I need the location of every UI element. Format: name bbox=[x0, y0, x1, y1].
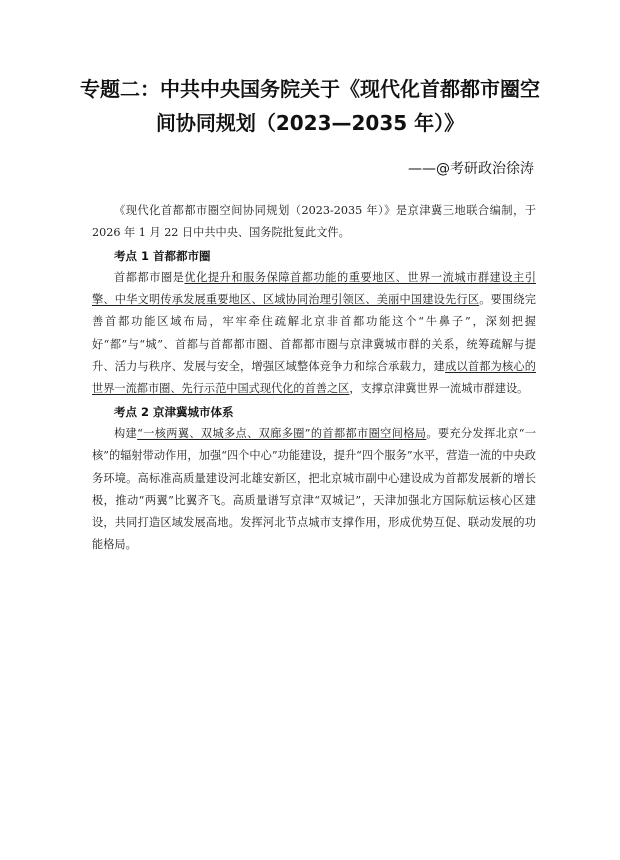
section-2-heading: 考点 2 京津冀城市体系 bbox=[114, 404, 234, 419]
section-2-text-tail: 。要充分发挥北京“一核”的辐射带动作用，加强“四个中心”功能建设，提升“四个服务”水平，营造一流的中央政务环境。高标准高质量建设河北雄安新区，把北京城市副中心建设成为首都发展新的增长极，推动“两翼”比翼齐飞。高质量谱写京津“双城记”，天津加强北方国际航运核心区建设，共同打造区域发展高地。发挥河北节点城市支撑作用，形成优势互促、联动发展的功能格局。 bbox=[92, 426, 536, 552]
document-title bbox=[70, 72, 550, 140]
section-1-text-tail: ，支撑京津冀世界一流城市群建设。 bbox=[349, 382, 529, 396]
section-1-underlined-goal: 成以首都为核心的世界一流都市圈、先行示范中国式现代化的首善之区 bbox=[92, 360, 536, 396]
section-1-text-mid: 。要围绕完善首都功能区域布局，牢牢牵住疏解北京非首都功能这个“牛鼻子”，深刻把握好“都”与“城”、首都与首都都市圈、首都都市圈与京津冀城市群的关系，统筹疏解与提升、活力与秩序、发展与安全，增强区域整体竞争力和综合承载力，建 bbox=[92, 293, 536, 374]
section-1-text-lead: 首都都市圈是 bbox=[114, 270, 185, 284]
author-byline: ——@考研政治徐涛 bbox=[408, 161, 534, 177]
section-1-paragraph bbox=[92, 267, 536, 401]
section-2-paragraph bbox=[92, 423, 536, 557]
section-1-heading: 考点 1 首都都市圈 bbox=[114, 248, 211, 263]
section-2-text-lead: 构建 bbox=[114, 426, 138, 440]
section-1-underlined-definition: 优化提升和服务保障首都功能的重要地区、世界一流城市群建设主引擎、中华文明传承发展重要地区、区域协同治理引领区、美丽中国建设先行区 bbox=[92, 270, 536, 307]
document-body bbox=[92, 200, 536, 557]
title-line-2: 间协同规划（2023—2035 年）》 bbox=[155, 111, 465, 135]
intro-paragraph: 《现代化首都都市圈空间协同规划（2023-2035 年）》是京津冀三地联合编制，于 2026 年 1 月 22 日中共中央、国务院批复此文件。 bbox=[92, 204, 536, 240]
title-line-1: 专题二：中共中央国务院关于《现代化首都都市圈空 bbox=[80, 77, 540, 101]
section-2-underlined-pattern: “一核两翼、双城多点、双廊多圈”的首都都市圈空间格局 bbox=[137, 426, 427, 440]
